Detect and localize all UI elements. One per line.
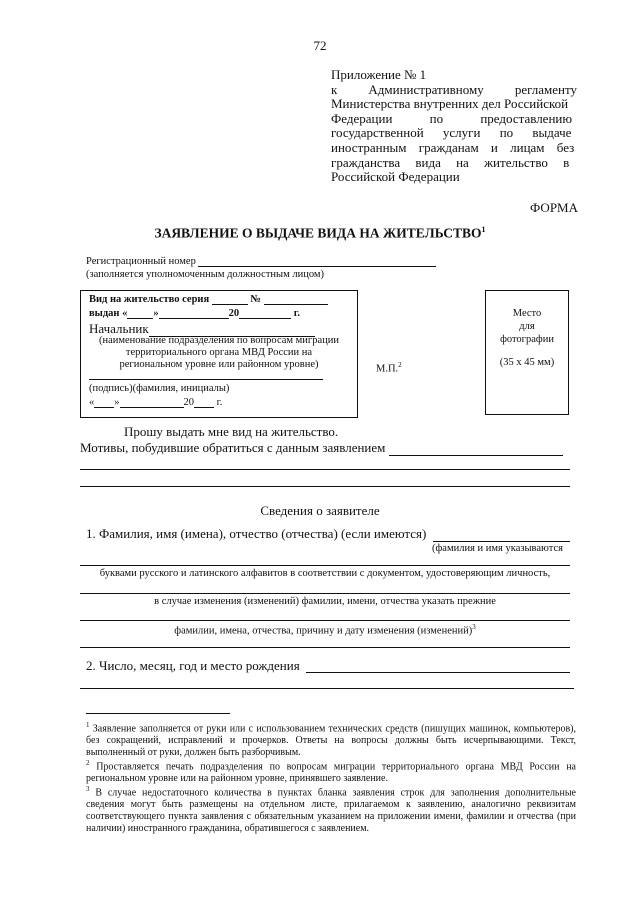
motives-line-3[interactable]	[80, 486, 570, 487]
footnote	[86, 783, 576, 835]
request-text: Прошу выдать мне вид на жительство.	[124, 424, 339, 439]
item1-hint	[80, 623, 570, 637]
footnote-ref: 1	[481, 225, 486, 234]
item1-hint: в случае изменения (изменений) фамилии, имени, отчества указать прежние	[154, 596, 496, 607]
date-open-quote: «	[89, 397, 95, 408]
photo-text: фотографии	[500, 334, 554, 345]
signature-line	[89, 379, 323, 380]
form-label: ФОРМА	[530, 200, 578, 215]
appendix-line: гражданства вида на жительство в	[331, 154, 570, 170]
series-row	[89, 294, 328, 305]
appendix-line: Приложение № 1	[331, 67, 427, 82]
date-close-quote: »	[114, 397, 120, 408]
sign-year-prefix: 20	[183, 397, 194, 408]
photo-size: (35 х 45 мм)	[499, 357, 555, 368]
footnote-mark: 3	[86, 785, 90, 793]
footnote-separator	[86, 713, 230, 714]
issued-month-field[interactable]	[159, 318, 229, 319]
sign-year-field[interactable]	[194, 407, 214, 408]
motives-label: Мотивы, побудившие обратиться с данным заявлением	[80, 440, 386, 455]
reg-number-field[interactable]	[198, 266, 436, 267]
page-number: 72	[313, 38, 327, 53]
appendix-header	[331, 68, 577, 185]
official-stamp-box	[80, 290, 358, 418]
appendix-line-text	[331, 83, 577, 98]
issued-quote: »	[153, 308, 159, 319]
photo-placeholder	[485, 290, 569, 415]
footnote-ref: 3	[472, 623, 476, 631]
reg-number-label: Регистрационный номер	[86, 256, 196, 267]
photo-text: Место	[512, 308, 542, 319]
dept-hint-line: региональном уровне или районном уровне)	[119, 359, 319, 370]
issued-label: выдан «	[89, 308, 128, 319]
footnote-text: В случае недостаточного количества в пунктах бланка заявления строк для заполнения дополнительные сведения могут быть размещены на отдельном листе, прилагаемом к заявлению, аналогично реквизитам соответствующего пункта заявления с обязательным указанием на приложении имени, фамилии и отчества (при наличии) иностранного гражданина, обратившегося с заявлением.	[86, 787, 576, 835]
sign-date-row	[89, 397, 222, 408]
footnote-mark: 2	[86, 759, 90, 767]
sign-year-suffix: г.	[216, 397, 223, 408]
appendix-word: к	[331, 81, 338, 97]
reg-number-hint: (заполняется уполномоченным должностным лицом)	[86, 269, 325, 280]
number-field[interactable]	[264, 304, 328, 305]
item2-label: 2. Число, месяц, год и место рождения	[86, 658, 300, 673]
title-text: ЗАЯВЛЕНИЕ О ВЫДАЧЕ ВИДА НА ЖИТЕЛЬСТВО	[154, 225, 482, 241]
stamp-place	[376, 361, 402, 375]
motives-row	[80, 440, 563, 456]
footnote	[86, 757, 576, 785]
stamp-place-text: М.П.	[376, 363, 399, 375]
item2-field[interactable]	[306, 672, 570, 673]
series-label: Вид на жительство серия	[89, 294, 210, 305]
appendix-line: иностранным гражданам и лицам без	[331, 139, 575, 155]
item1-line[interactable]	[80, 620, 570, 621]
item1-label: 1. Фамилия, имя (имена), отчество (отчества) (если имеются)	[86, 526, 427, 541]
sign-day-field[interactable]	[94, 407, 114, 408]
item1-line[interactable]	[80, 647, 570, 648]
reg-number-row	[86, 256, 436, 267]
appendix-line: Министерства внутренних дел Российской	[331, 96, 569, 112]
signature-hint: (подпись)(фамилия, инициалы)	[89, 383, 230, 394]
sign-month-field[interactable]	[120, 407, 184, 408]
appendix-line: государственной услуги по выдаче	[331, 125, 572, 141]
issued-row	[89, 308, 300, 319]
section-title: Сведения о заявителе	[260, 503, 380, 518]
appendix-line: Федерации по предоставлению	[331, 110, 573, 126]
item1-hint-text: фамилии, имена, отчества, причину и дату изменения (изменений)	[174, 625, 473, 637]
appendix-line: Российской Федерации	[331, 169, 460, 185]
motives-field[interactable]	[389, 455, 563, 456]
item1-hint: буквами русского и латинского алфавитов в соответствии с документом, удостоверяющим личность,	[99, 568, 551, 579]
chief-label: Начальник	[89, 321, 149, 336]
issued-day-field[interactable]	[127, 318, 153, 319]
dept-hint-line: (наименование подразделения по вопросам миграции	[98, 335, 339, 346]
item1-hint: (фамилия и имя указываются	[432, 543, 563, 554]
footnote-mark: 1	[86, 721, 90, 729]
footnote-ref: 2	[398, 361, 402, 369]
photo-text: для	[519, 321, 535, 332]
footnote-text: Проставляется печать подразделения по вопросам миграции территориального органа МВД России на региональном уровне или на районном уровне, принявшего заявление.	[86, 761, 576, 785]
appendix-word: регламенту	[514, 81, 577, 97]
item1-line[interactable]	[80, 565, 570, 566]
issued-year-prefix: 20	[228, 308, 240, 319]
appendix-line	[331, 83, 577, 98]
issued-year-suffix: г.	[293, 308, 300, 319]
motives-line-2[interactable]	[80, 469, 570, 470]
item1-field[interactable]	[433, 541, 570, 542]
dept-hint	[81, 335, 357, 371]
document-title	[0, 225, 640, 242]
appendix-word: Административному	[368, 81, 484, 97]
footnote-text: Заявление заполняется от руки или с использованием технических средств (пишущих машинок, компьютеров), без сокращений, исправлений и прочерков. Ответы на вопросы должны быть исчерпывающими. Текст, выполненный от руки, должен быть разборчивым.	[86, 723, 577, 759]
issued-year-field[interactable]	[239, 318, 291, 319]
footnote	[86, 719, 576, 759]
number-sign: №	[250, 294, 261, 305]
series-field[interactable]	[212, 304, 248, 305]
dept-hint-line: территориального органа МВД России на	[125, 347, 313, 358]
item1-line[interactable]	[80, 593, 570, 594]
item2-line[interactable]	[80, 688, 574, 689]
